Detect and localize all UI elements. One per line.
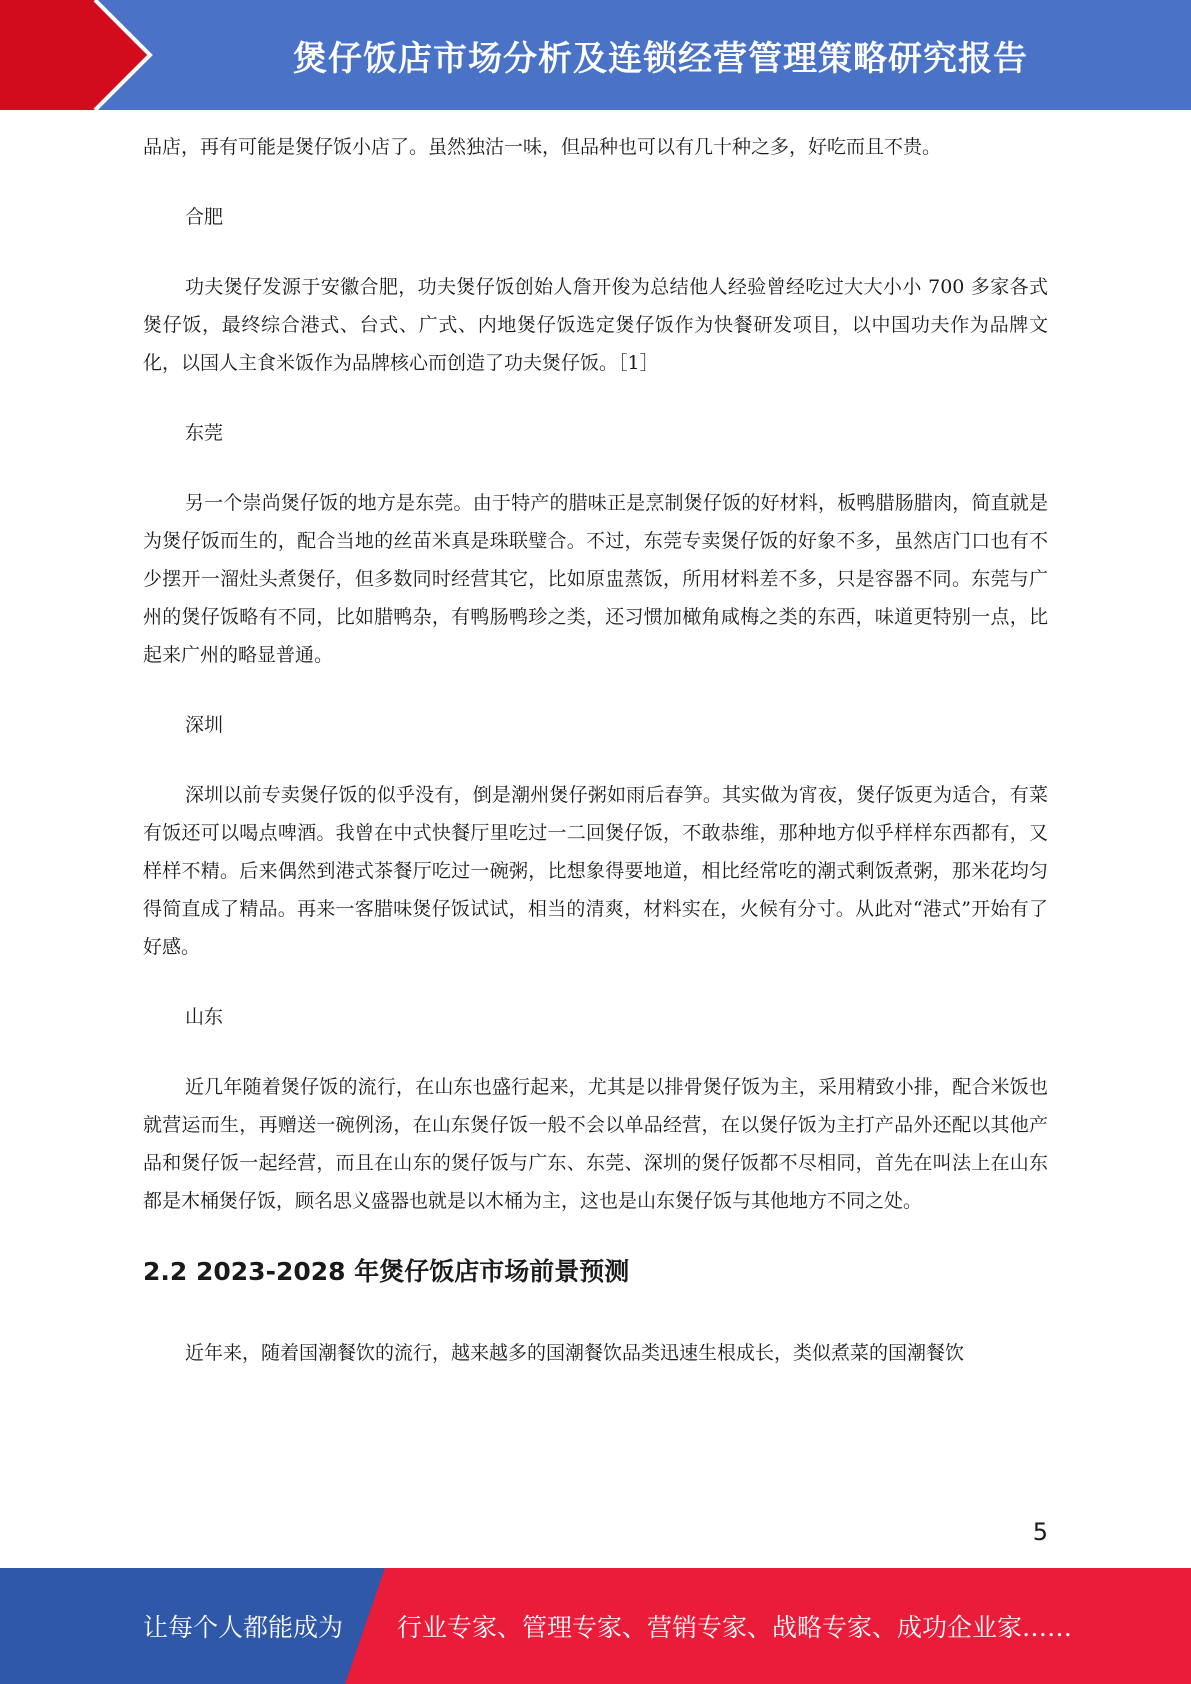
paragraph-shenzhen: 深圳以前专卖煲仔饭的似乎没有，倒是潮州煲仔粥如雨后春笋。其实做为宵夜，煲仔饭更为适合，有菜有饭还可以喝点啤酒。我曾在中式快餐厅里吃过一二回煲仔饭，不敢恭维，那种地方似乎样样东西都有，又样样不精。后来偶然到港式茶餐厅吃过一碗粥，比想象得要地道，相比经常吃的潮式剩饭煮粥，那米花均匀得简直成了精品。再来一客腊味煲仔饭试试，相当的清爽，材料实在，火候有分寸。从此对“港式”开始有了好感。 [143,784,1048,958]
document-body [143,128,1048,1404]
paragraph-section: 近年来，随着国潮餐饮的流行，越来越多的国潮餐饮品类迅速生根成长，类似煮菜的国潮餐饮 [185,1342,965,1364]
paragraph-dongguan: 另一个崇尚煲仔饭的地方是东莞。由于特产的腊味正是烹制煲仔饭的好材料，板鸭腊肠腊肉，简直就是为煲仔饭而生的，配合当地的丝苗米真是珠联璧合。不过，东莞专卖煲仔饭的好象不多，虽然店门口也有不少摆开一溜灶头煮煲仔，但多数同时经营其它，比如原盅蒸饭，所用材料差不多，只是容器不同。东莞与广州的煲仔饭略有不同，比如腊鸭杂，有鸭肠鸭珍之类，还习惯加橄角咸梅之类的东西，味道更特别一点，比起来广州的略显普通。 [143,492,1048,666]
intro-paragraph: 品店，再有可能是煲仔饭小店了。虽然独沽一味，但品种也可以有几十种之多，好吃而且不贵。 [143,136,942,158]
page-number: 5 [1032,1518,1048,1546]
footer-slogan-left: 让每个人都能成为 [143,1613,344,1642]
subheading-hefei: 合肥 [185,206,224,228]
report-title: 煲仔饭店市场分析及连锁经营管理策略研究报告 [293,38,1028,79]
subheading-shenzhen: 深圳 [185,714,224,736]
paragraph-shandong: 近几年随着煲仔饭的流行，在山东也盛行起来，尤其是以排骨煲仔饭为主，采用精致小排，配合米饭也就营运而生，再赠送一碗例汤，在山东煲仔饭一般不会以单品经营，在以煲仔饭为主打产品外还配以其他产品和煲仔饭一起经营，而且在山东的煲仔饭与广东、东莞、深圳的煲仔饭都不尽相同，首先在叫法上在山东都是木桶煲仔饭，顾名思义盛器也就是以木桶为主，这也是山东煲仔饭与其他地方不同之处。 [143,1076,1048,1212]
footer-slogan-right: 行业专家、管理专家、营销专家、战略专家、成功企业家…… [397,1613,1073,1642]
page-header [0,0,1191,110]
page-footer [0,1568,1191,1684]
subheading-shandong: 山东 [185,1006,224,1028]
section-heading: 2.2 2023-2028 年煲仔饭店市场前景预测 [143,1257,630,1286]
paragraph-hefei: 功夫煲仔发源于安徽合肥，功夫煲仔饭创始人詹开俊为总结他人经验曾经吃过大大小小 700 多家各式煲仔饭，最终综合港式、台式、广式、内地煲仔饭选定煲仔饭作为快餐研发项目，以中国功夫作为品牌文化，以国人主食米饭作为品牌核心而创造了功夫煲仔饭。［1］ [143,276,1048,374]
subheading-dongguan: 东莞 [185,422,224,444]
